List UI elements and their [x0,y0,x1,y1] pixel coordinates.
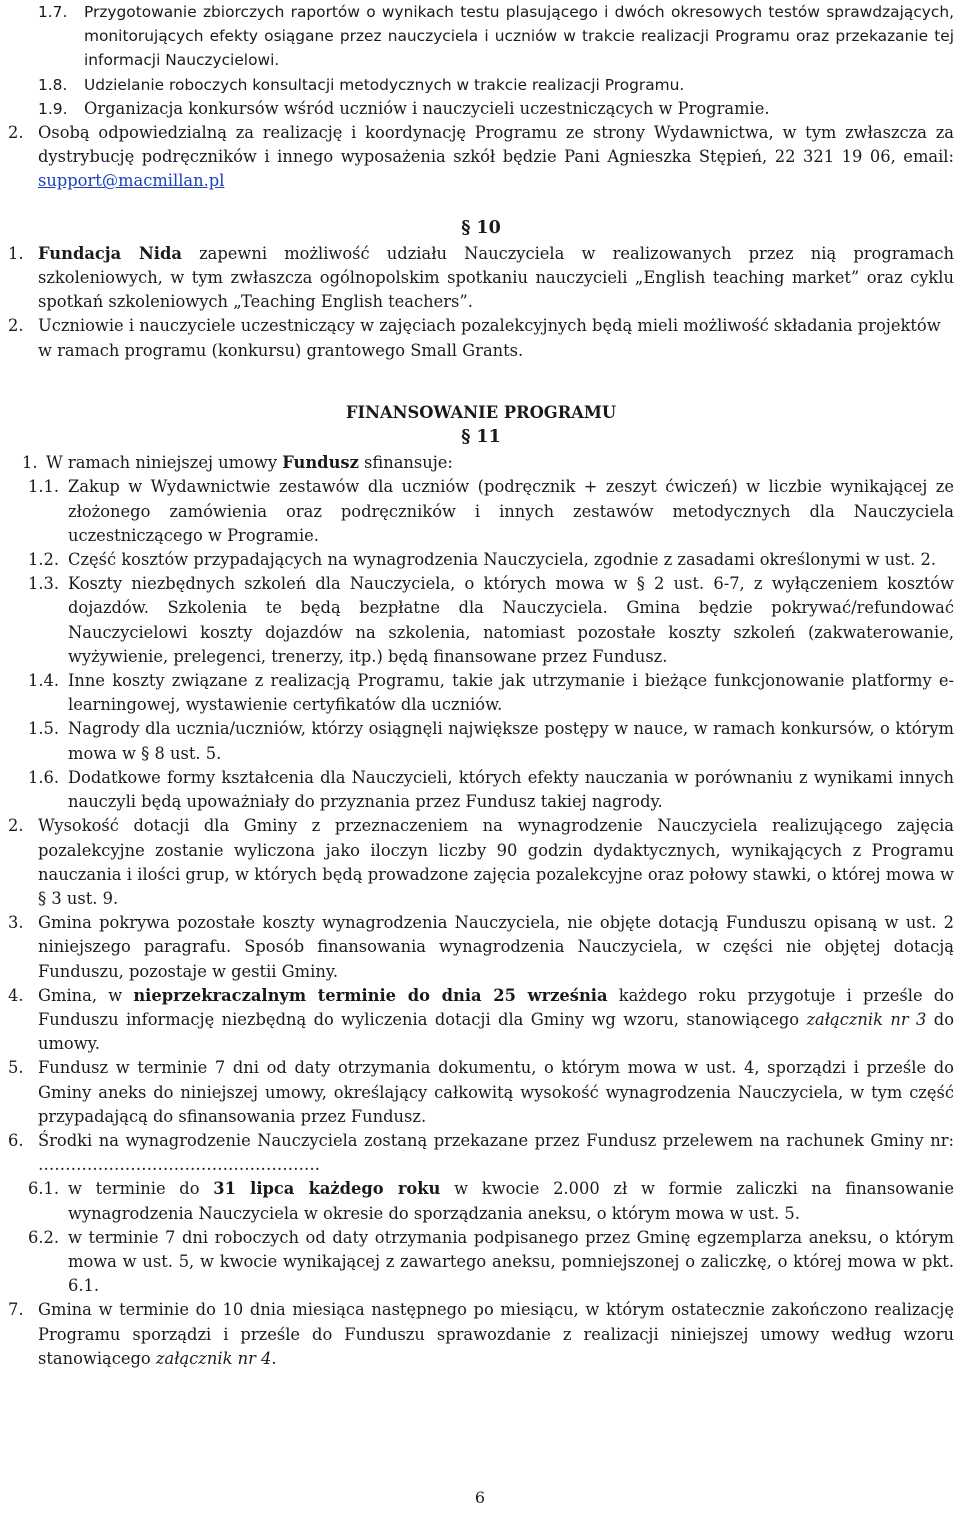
section-10-item-1 [8,242,954,315]
section-11-item-5 [8,1056,954,1129]
page-number: 6 [474,1488,486,1507]
item-number: 7. [8,1300,24,1320]
item-text: Zakup w Wydawnictwie zestawów dla uczniów (podręcznik + zeszyt ćwiczeń) w liczbie wynikającej ze złożonego zamówienia oraz podręczników i innych zestawów metodycznych dla Nauczyciela uczestniczącego w Programie. [68,477,954,545]
section-11-item-6 [8,1129,954,1177]
item-text-end: . [271,1348,277,1368]
item-text: w terminie 7 dni roboczych od daty otrzymania podpisanego przez Gminę egzemplarza aneksu, o którym mowa w ust. 5, w kwocie wynikającej z zawartego aneksu, pomniejszonej o zaliczkę, o której mowa w pkt. 6.1. [68,1227,954,1296]
item-text-end: do umowy. [38,1009,954,1054]
item-text: Udzielanie roboczych konsultacji metodycznych w trakcie realizacji Programu. [84,75,685,94]
item-number: 1.4. [28,671,60,691]
email-link[interactable]: support@macmillan.pl [38,171,225,191]
item-number: 1.2. [28,550,60,570]
deadline-text: nieprzekraczalnym terminie do dnia 25 września [133,985,608,1005]
item-number: 1.8. [38,75,68,94]
item-text: Wysokość dotacji dla Gminy z przeznaczeniem na wynagrodzenie Nauczyciela realizującego zajęcia pozalekcyjne zostanie wyliczona jako iloczyn liczby 90 godzin dydaktycznych, wynikających z Programu nauczania i ilości grup, w których będą prowadzone zajęcia pozalekcyjne oraz połowy stawki, o której mowa w § 3 ust. 9. [38,816,954,908]
section-11-item-1-3 [8,572,954,669]
item-number: 2. [8,316,24,336]
section-11-item-6-2 [8,1226,954,1299]
section-10-sign: § 10 [461,217,501,238]
item-text: Środki na wynagrodzenie Nauczyciela zostaną przekazane przez Fundusz przelewem na rachunek Gminy nr: ……………………………………………. [38,1130,954,1175]
section-11-sign: § 11 [461,427,501,448]
annex-reference: załącznik nr 3 [806,1009,927,1029]
item-text: Przygotowanie zbiorczych raportów o wynikach testu plasującego i dwóch okresowych testów sprawdzających, monitorujących efekty osiągane przez nauczyciela i uczniów w trakcie realizacji Programu oraz przekazanie tej informacji Nauczycielowi. [84,3,954,70]
item-text-middle: każdego roku przygotuje i prześle do Funduszu informację niezbędną do wyliczenia dotacji dla Gminy wg wzoru, stanowiącego [38,985,954,1029]
deadline-text: 31 lipca każdego roku [213,1179,441,1199]
item-text-main: Osobą odpowiedzialną za realizację i koordynację Programu ze strony Wydawnictwa, w tym zwłaszcza za dystrybucję podręczników i innego wyposażenia szkół będzie Pani Agnieszka Stępień, 22 321 19 06, email: [38,123,954,167]
item-text: Fundusz w terminie 7 dni od daty otrzymania dokumentu, o którym mowa w ust. 4, sporządzi i prześle do Gminy aneks do niniejszej umowy, określający całkowitą wysokość wynagrodzenia Nauczyciela, w tym część przypadającą do sfinansowania przez Fundusz. [38,1058,954,1126]
item-text-main: W ramach niniejszej umowy [46,453,283,473]
item-number: 3. [8,913,24,933]
item-text-end: w kwocie 2.000 zł w formie zaliczki na finansowanie wynagrodzenia Nauczyciela w okresie do sporządzania aneksu, o którym mowa w ust. 5. [68,1179,955,1223]
item-text [38,242,954,315]
item-number: 1.6. [28,767,60,787]
organization-name: Fundacja Nida [38,243,182,263]
item-text [68,1177,954,1225]
item-text: Koszty niezbędnych szkoleń dla Nauczyciela, o których mowa w § 2 ust. 6-7, z wyłączeniem kosztów dojazdów. Szkolenia te będą bezpłatne dla Nauczyciela. Gmina będzie pokrywać/refundować Nauczycielowi koszty dojazdów na szkolenia, natomiast pozostałe koszty szkoleń (zakwaterowanie, wyżywienie, prelegenci, trenerzy, itp.) będą finansowane przez Fundusz. [68,574,954,666]
section-11-item-4 [8,984,954,1057]
item-text-bold: Fundusz [282,453,359,473]
item-text-main: w terminie do [68,1179,214,1199]
item-text-end: sfinansuje: [358,453,453,473]
annex-reference: załącznik nr 4 [155,1348,272,1368]
item-text: Gmina pokrywa pozostałe koszty wynagrodzenia Nauczyciela, nie objęte dotacją Funduszu opisaną w ust. 2 niniejszego paragrafu. Sposób finansowania wynagrodzenia Nauczyciela, w części nie objętej dotacją Funduszu, pozostaje w gestii Gminy. [38,913,954,981]
item-text-main: Gmina, w [38,985,134,1005]
list-item-1-7 [8,0,954,73]
item-text: Organizacja konkursów wśród uczniów i nauczycieli uczestniczących w Programie. [84,98,770,118]
item-text [46,451,954,475]
item-text [38,984,954,1057]
section-11-item-2 [8,814,954,911]
item-number: 2. [8,123,24,143]
section-11-item-1-2 [8,548,954,572]
item-number: 1. [22,453,38,473]
item-number: 1.5. [28,719,60,739]
item-text [38,1298,954,1371]
section-11-item-1-6 [8,766,954,814]
section-11-item-1-1 [8,475,954,548]
section-10-item-2 [8,314,954,362]
section-11-item-1 [8,451,954,475]
item-number: 1. [8,243,24,263]
section-11-item-6-1 [8,1177,954,1225]
list-item-1-9 [8,97,954,121]
item-text: Część kosztów przypadających na wynagrodzenia Nauczyciela, zgodnie z zasadami określonymi w ust. 2. [68,550,937,570]
section-11-item-1-4 [8,669,954,717]
item-number: 5. [8,1058,24,1078]
item-number: 1.7. [38,3,68,21]
item-number: 6.2. [28,1227,60,1247]
item-text: Inne koszty związane z realizacją Programu, takie jak utrzymanie i bieżące funkcjonowanie platformy e-learningowej, wystawienie certyfikatów dla uczniów. [68,671,954,715]
section-11-item-3 [8,911,954,984]
list-item-1-8 [8,73,954,97]
item-number: 2. [8,816,24,836]
section-11-heading: FINANSOWANIE PROGRAMU [345,402,617,422]
item-text: Dodatkowe formy kształcenia dla Nauczycieli, których efekty nauczania w porównaniu z wynikami innych nauczyli będą upoważniały do przyznania przez Fundusz takiej nagrody. [68,767,954,812]
section-11-item-7 [8,1298,954,1371]
list-item-2 [8,121,954,194]
item-text [38,121,954,194]
item-number: 1.9. [38,99,68,118]
item-text: Uczniowie i nauczyciele uczestniczący w zajęciach pozalekcyjnych będą mieli możliwość składania projektów w ramach programu (konkursu) grantowego Small Grants. [38,316,941,360]
item-number: 6. [8,1130,24,1150]
section-11-item-1-5 [8,717,954,765]
item-number: 4. [8,985,24,1005]
item-text-main: Gmina w terminie do 10 dnia miesiąca następnego po miesiącu, w którym ostatecznie zakończono realizację Programu sporządzi i prześle do Funduszu sprawozdanie z realizacji niniejszej umowy według wzoru stanowiącego [38,1300,954,1368]
item-number: 6.1. [28,1179,60,1199]
item-number: 1.1. [28,477,60,497]
item-text: Nagrody dla ucznia/uczniów, którzy osiągnęli największe postępy w nauce, w ramach konkursów, o którym mowa w § 8 ust. 5. [68,719,954,763]
item-text-main: zapewni możliwość udziału Nauczyciela w realizowanych przez nią programach szkoleniowych, w tym zwłaszcza ogólnopolskim spotkaniu nauczycieli „English teaching market” oraz cyklu spotkań szkoleniowych „Teaching English teachers”. [38,243,955,312]
item-number: 1.3. [28,574,60,594]
